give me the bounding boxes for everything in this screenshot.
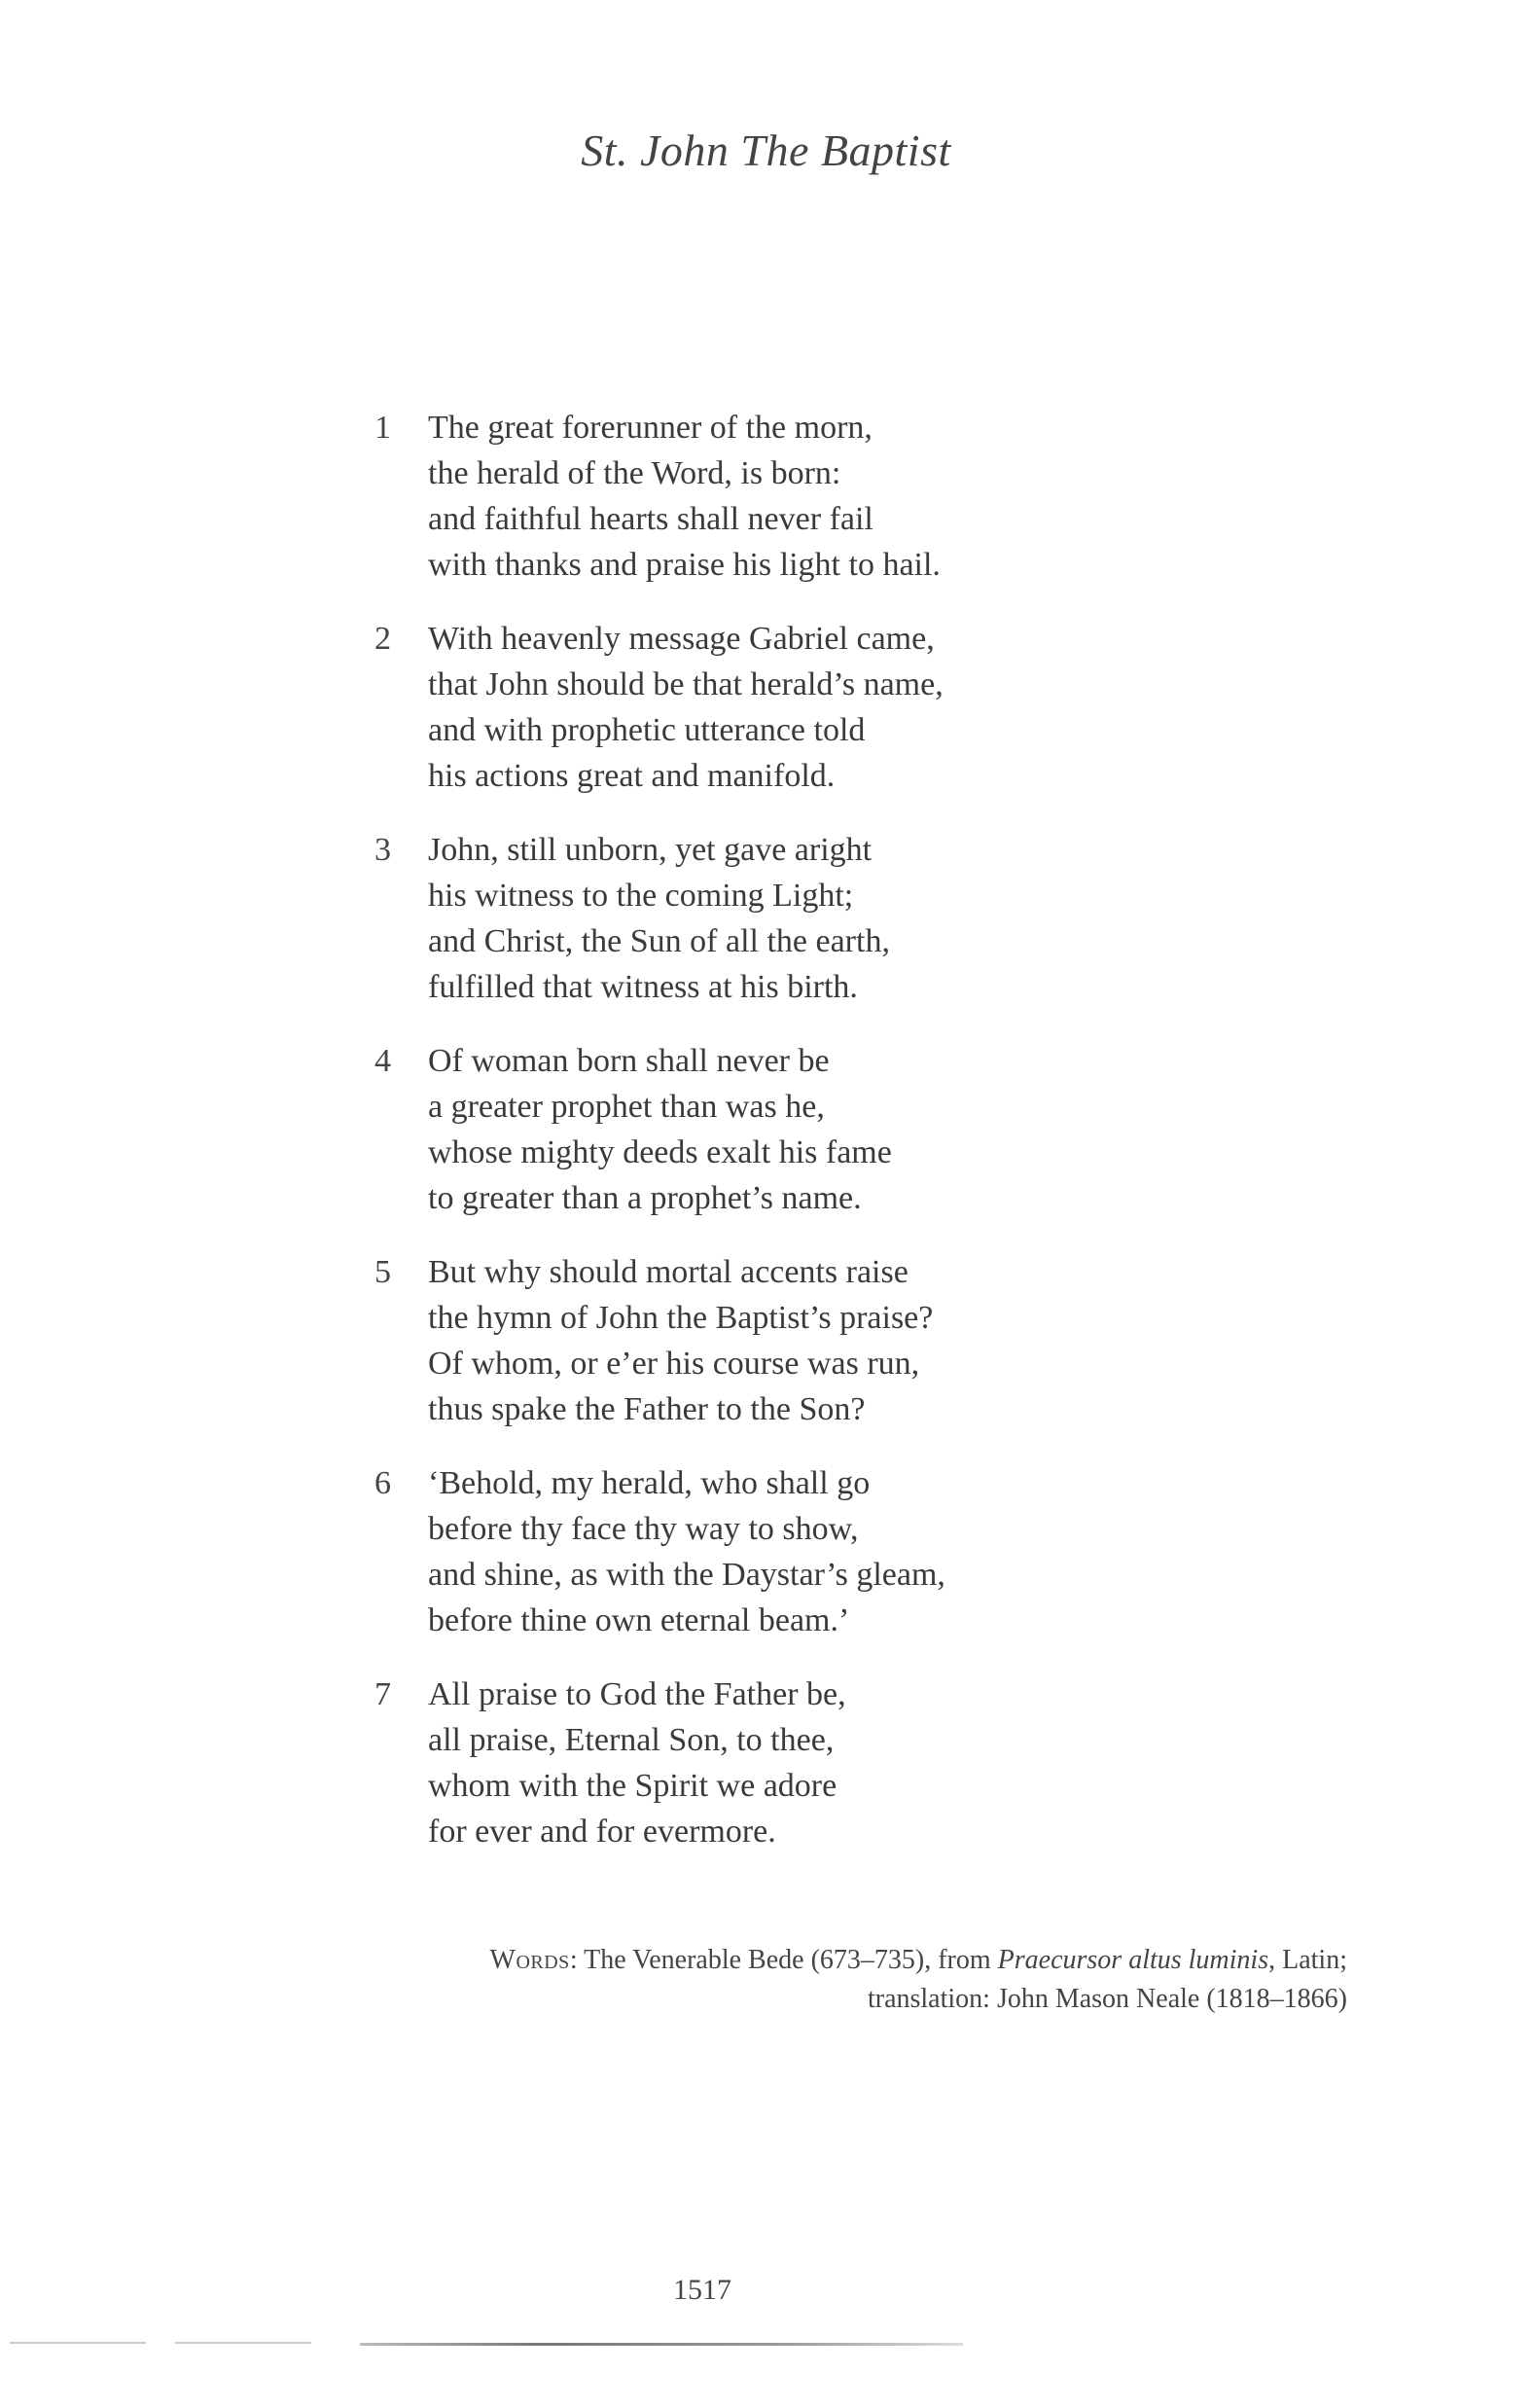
verse-line: whose mighty deeds exalt his fame — [428, 1134, 892, 1170]
verse-line: with thanks and praise his light to hail. — [428, 547, 941, 583]
verse-line: John, still unborn, yet gave aright — [428, 832, 873, 868]
credits-line-words — [490, 1941, 1347, 1980]
verse-line: All praise to God the Father be, — [428, 1676, 846, 1712]
verse-line: a greater prophet than was he, — [428, 1089, 825, 1125]
credits — [490, 1941, 1347, 2019]
verse-line: before thine own eternal beam.’ — [428, 1602, 850, 1638]
verse-line: thus spake the Father to the Son? — [428, 1391, 866, 1427]
credits-label: Words — [489, 1945, 570, 1975]
verse — [365, 1460, 1143, 1643]
verse-line: and faithful hearts shall never fail — [428, 501, 873, 537]
hymn-title: St. John The Baptist — [581, 126, 951, 175]
verse-number: 7 — [374, 1676, 391, 1712]
verse-line: the herald of the Word, is born: — [428, 455, 841, 491]
verse-number: 3 — [374, 832, 391, 868]
verse-line: for ever and for evermore. — [428, 1814, 776, 1850]
verse-number: 6 — [374, 1465, 391, 1501]
verse-line: all praise, Eternal Son, to thee, — [428, 1722, 835, 1758]
verse-line: ‘Behold, my herald, who shall go — [428, 1465, 871, 1501]
verse-line: whom with the Spirit we adore — [428, 1768, 837, 1804]
credits-text: , Latin; — [1268, 1945, 1347, 1975]
verse — [365, 1249, 1143, 1432]
footer-rule — [360, 2343, 963, 2346]
verse-line: and Christ, the Sun of all the earth, — [428, 923, 890, 959]
verse-line: the hymn of John the Baptist’s praise? — [428, 1300, 934, 1336]
verse-line: The great forerunner of the morn, — [428, 410, 873, 446]
verse-line: But why should mortal accents raise — [428, 1254, 909, 1290]
verse-line: and with prophetic utterance told — [428, 712, 866, 748]
verse-line: before thy face thy way to show, — [428, 1511, 859, 1547]
credits-line-translation: translation: John Mason Neale (1818–1866) — [867, 1984, 1347, 2014]
verse-line: to greater than a prophet’s name. — [428, 1180, 862, 1216]
verse-line: his witness to the coming Light; — [428, 878, 854, 914]
footer-rule — [175, 2342, 311, 2344]
verse — [365, 405, 1143, 588]
verse-line: Of woman born shall never be — [428, 1043, 830, 1079]
verse-line: his actions great and manifold. — [428, 758, 836, 794]
verse — [365, 616, 1143, 799]
verse-number: 5 — [374, 1254, 391, 1290]
verse — [365, 827, 1143, 1010]
verse-line: Of whom, or e’er his course was run, — [428, 1346, 920, 1382]
verse-line: that John should be that herald’s name, — [428, 666, 944, 702]
verse-number: 4 — [374, 1043, 391, 1079]
verse-line: fulfilled that witness at his birth. — [428, 969, 858, 1005]
verse-number: 2 — [374, 621, 391, 657]
verse-number: 1 — [374, 410, 391, 446]
verse-line: and shine, as with the Daystar’s gleam, — [428, 1557, 945, 1593]
credits-latin-title: Praecursor altus luminis — [997, 1945, 1269, 1975]
verse — [365, 1038, 1143, 1221]
verses — [365, 405, 1143, 1883]
page-number: 1517 — [673, 2274, 731, 2306]
verse-line: With heavenly message Gabriel came, — [428, 621, 935, 657]
verse — [365, 1671, 1143, 1854]
footer-rule — [10, 2342, 146, 2344]
credits-text: : The Venerable Bede (673–735), from — [569, 1945, 998, 1975]
